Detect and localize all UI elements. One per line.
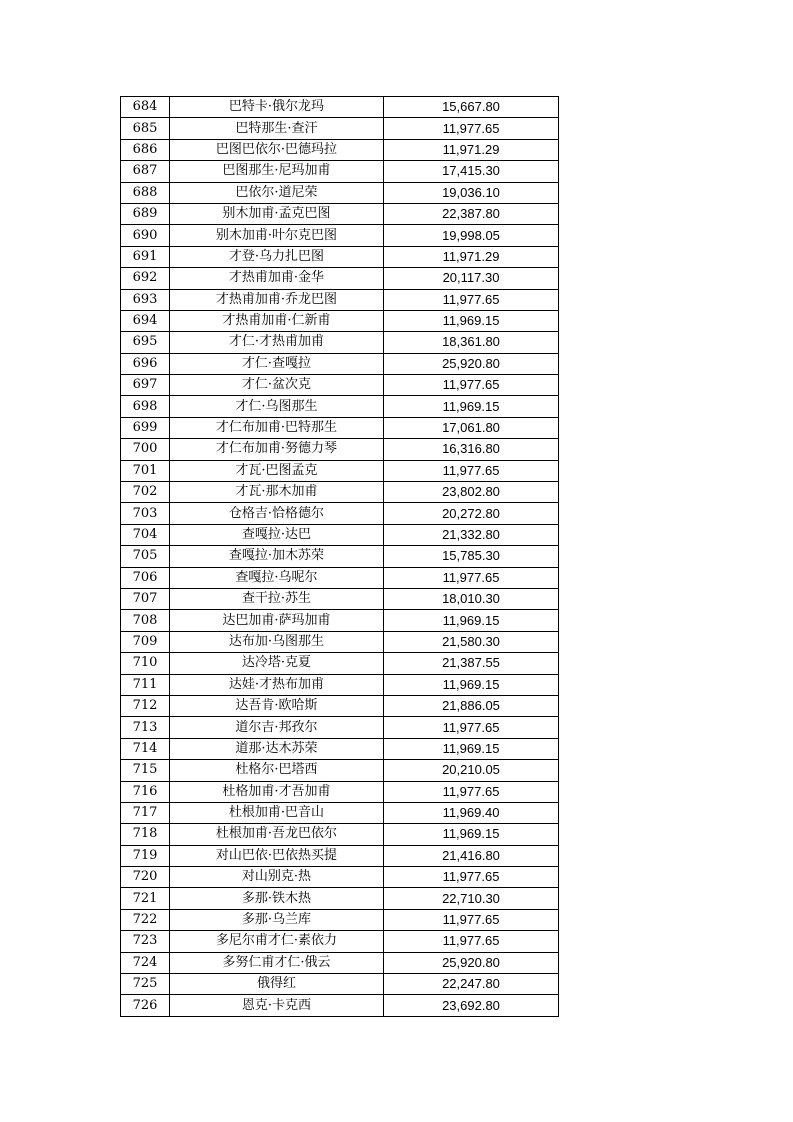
name-cell: 达吾肯·欧哈斯 (170, 695, 384, 716)
row-number-cell: 712 (121, 695, 170, 716)
amount-cell: 15,667.80 (384, 97, 559, 118)
amount-cell: 11,977.65 (384, 717, 559, 738)
row-number-cell: 690 (121, 225, 170, 246)
name-cell: 巴依尔·道尼荣 (170, 182, 384, 203)
table-row (121, 717, 559, 738)
amount-cell: 11,969.15 (384, 824, 559, 845)
amount-cell: 21,886.05 (384, 695, 559, 716)
table-row (121, 439, 559, 460)
amount-cell: 11,969.40 (384, 802, 559, 823)
row-number-cell: 717 (121, 802, 170, 823)
table-row (121, 289, 559, 310)
row-number-cell: 711 (121, 674, 170, 695)
table-row (121, 97, 559, 118)
name-cell: 达布加·乌图那生 (170, 631, 384, 652)
row-number-cell: 685 (121, 118, 170, 139)
table-row (121, 974, 559, 995)
row-number-cell: 725 (121, 974, 170, 995)
amount-cell: 20,210.05 (384, 760, 559, 781)
table-row (121, 781, 559, 802)
name-cell: 达娃·才热布加甫 (170, 674, 384, 695)
table-row (121, 760, 559, 781)
table-row (121, 631, 559, 652)
table-row (121, 695, 559, 716)
table-row (121, 332, 559, 353)
row-number-cell: 724 (121, 952, 170, 973)
name-cell: 别木加甫·孟克巴图 (170, 203, 384, 224)
amount-cell: 23,802.80 (384, 482, 559, 503)
row-number-cell: 693 (121, 289, 170, 310)
payment-table (120, 96, 559, 1017)
name-cell: 巴图那生·尼玛加甫 (170, 161, 384, 182)
row-number-cell: 710 (121, 653, 170, 674)
name-cell: 杜根加甫·巴音山 (170, 802, 384, 823)
row-number-cell: 701 (121, 460, 170, 481)
table-row (121, 268, 559, 289)
row-number-cell: 716 (121, 781, 170, 802)
name-cell: 杜格加甫·才吾加甫 (170, 781, 384, 802)
row-number-cell: 704 (121, 524, 170, 545)
row-number-cell: 702 (121, 482, 170, 503)
table-row (121, 482, 559, 503)
table-body (121, 97, 559, 1017)
amount-cell: 22,710.30 (384, 888, 559, 909)
name-cell: 才热甫加甫·仁新甫 (170, 310, 384, 331)
name-cell: 对山别克·热 (170, 867, 384, 888)
row-number-cell: 695 (121, 332, 170, 353)
amount-cell: 18,361.80 (384, 332, 559, 353)
table-row (121, 931, 559, 952)
row-number-cell: 706 (121, 567, 170, 588)
amount-cell: 11,969.15 (384, 310, 559, 331)
name-cell: 别木加甫·叶尔克巴图 (170, 225, 384, 246)
amount-cell: 11,977.65 (384, 375, 559, 396)
amount-cell: 11,977.65 (384, 909, 559, 930)
name-cell: 才仁·查嘎拉 (170, 353, 384, 374)
table-row (121, 524, 559, 545)
amount-cell: 23,692.80 (384, 995, 559, 1016)
amount-cell: 20,272.80 (384, 503, 559, 524)
name-cell: 巴图巴依尔·巴德玛拉 (170, 139, 384, 160)
amount-cell: 11,977.65 (384, 867, 559, 888)
row-number-cell: 688 (121, 182, 170, 203)
name-cell: 才登·乌力扎巴图 (170, 246, 384, 267)
table-row (121, 588, 559, 609)
name-cell: 多那·乌兰库 (170, 909, 384, 930)
row-number-cell: 721 (121, 888, 170, 909)
amount-cell: 11,969.15 (384, 738, 559, 759)
row-number-cell: 720 (121, 867, 170, 888)
name-cell: 对山巴依·巴依热买提 (170, 845, 384, 866)
row-number-cell: 689 (121, 203, 170, 224)
amount-cell: 21,387.55 (384, 653, 559, 674)
table-row (121, 888, 559, 909)
table-row (121, 310, 559, 331)
name-cell: 巴特那生·查汗 (170, 118, 384, 139)
table-row (121, 909, 559, 930)
row-number-cell: 718 (121, 824, 170, 845)
table-row (121, 738, 559, 759)
name-cell: 才仁·乌图那生 (170, 396, 384, 417)
name-cell: 仓格吉·恰格德尔 (170, 503, 384, 524)
amount-cell: 11,977.65 (384, 567, 559, 588)
amount-cell: 21,580.30 (384, 631, 559, 652)
row-number-cell: 700 (121, 439, 170, 460)
amount-cell: 11,977.65 (384, 460, 559, 481)
row-number-cell: 723 (121, 931, 170, 952)
amount-cell: 20,117.30 (384, 268, 559, 289)
name-cell: 俄得红 (170, 974, 384, 995)
amount-cell: 11,977.65 (384, 781, 559, 802)
row-number-cell: 684 (121, 97, 170, 118)
name-cell: 才瓦·巴图孟克 (170, 460, 384, 481)
name-cell: 查嘎拉·达巴 (170, 524, 384, 545)
amount-cell: 17,061.80 (384, 417, 559, 438)
amount-cell: 21,332.80 (384, 524, 559, 545)
row-number-cell: 698 (121, 396, 170, 417)
table-row (121, 139, 559, 160)
name-cell: 查嘎拉·乌呢尔 (170, 567, 384, 588)
table-row (121, 246, 559, 267)
amount-cell: 11,977.65 (384, 931, 559, 952)
name-cell: 才仁布加甫·巴特那生 (170, 417, 384, 438)
name-cell: 达冷塔·克夏 (170, 653, 384, 674)
table-row (121, 845, 559, 866)
row-number-cell: 719 (121, 845, 170, 866)
name-cell: 达巴加甫·萨玛加甫 (170, 610, 384, 631)
table-row (121, 161, 559, 182)
name-cell: 恩克·卡克西 (170, 995, 384, 1016)
name-cell: 多努仁甫才仁·俄云 (170, 952, 384, 973)
row-number-cell: 705 (121, 546, 170, 567)
amount-cell: 25,920.80 (384, 952, 559, 973)
name-cell: 才热甫加甫·乔龙巴图 (170, 289, 384, 310)
row-number-cell: 697 (121, 375, 170, 396)
name-cell: 道尔吉·邦孜尔 (170, 717, 384, 738)
table-row (121, 396, 559, 417)
row-number-cell: 726 (121, 995, 170, 1016)
name-cell: 查嘎拉·加木苏荣 (170, 546, 384, 567)
table-row (121, 802, 559, 823)
amount-cell: 16,316.80 (384, 439, 559, 460)
row-number-cell: 686 (121, 139, 170, 160)
name-cell: 才热甫加甫·金华 (170, 268, 384, 289)
amount-cell: 21,416.80 (384, 845, 559, 866)
table-row (121, 867, 559, 888)
table-row (121, 995, 559, 1016)
table-row (121, 952, 559, 973)
name-cell: 才仁·盆次克 (170, 375, 384, 396)
row-number-cell: 699 (121, 417, 170, 438)
amount-cell: 11,969.15 (384, 674, 559, 695)
amount-cell: 15,785.30 (384, 546, 559, 567)
name-cell: 道那·达木苏荣 (170, 738, 384, 759)
amount-cell: 25,920.80 (384, 353, 559, 374)
amount-cell: 11,969.15 (384, 610, 559, 631)
name-cell: 才瓦·那木加甫 (170, 482, 384, 503)
amount-cell: 19,998.05 (384, 225, 559, 246)
table-row (121, 653, 559, 674)
table-row (121, 417, 559, 438)
table-row (121, 567, 559, 588)
name-cell: 查干拉·苏生 (170, 588, 384, 609)
amount-cell: 11,977.65 (384, 118, 559, 139)
table-row (121, 546, 559, 567)
amount-cell: 18,010.30 (384, 588, 559, 609)
row-number-cell: 715 (121, 760, 170, 781)
name-cell: 才仁布加甫·努德力琴 (170, 439, 384, 460)
row-number-cell: 707 (121, 588, 170, 609)
row-number-cell: 691 (121, 246, 170, 267)
table-row (121, 225, 559, 246)
table-row (121, 824, 559, 845)
row-number-cell: 696 (121, 353, 170, 374)
name-cell: 杜根加甫·吾龙巴依尔 (170, 824, 384, 845)
name-cell: 杜格尔·巴塔西 (170, 760, 384, 781)
row-number-cell: 703 (121, 503, 170, 524)
table-row (121, 118, 559, 139)
name-cell: 才仁·才热甫加甫 (170, 332, 384, 353)
row-number-cell: 687 (121, 161, 170, 182)
table-row (121, 182, 559, 203)
amount-cell: 11,971.29 (384, 246, 559, 267)
table-row (121, 375, 559, 396)
amount-cell: 22,247.80 (384, 974, 559, 995)
amount-cell: 11,969.15 (384, 396, 559, 417)
table-row (121, 503, 559, 524)
row-number-cell: 692 (121, 268, 170, 289)
row-number-cell: 713 (121, 717, 170, 738)
name-cell: 巴特卡·俄尔龙玛 (170, 97, 384, 118)
amount-cell: 19,036.10 (384, 182, 559, 203)
table-row (121, 610, 559, 631)
name-cell: 多尼尔甫才仁·素依力 (170, 931, 384, 952)
row-number-cell: 694 (121, 310, 170, 331)
row-number-cell: 708 (121, 610, 170, 631)
amount-cell: 11,977.65 (384, 289, 559, 310)
table-row (121, 353, 559, 374)
amount-cell: 11,971.29 (384, 139, 559, 160)
amount-cell: 22,387.80 (384, 203, 559, 224)
table-row (121, 203, 559, 224)
row-number-cell: 722 (121, 909, 170, 930)
name-cell: 多那·铁木热 (170, 888, 384, 909)
amount-cell: 17,415.30 (384, 161, 559, 182)
row-number-cell: 714 (121, 738, 170, 759)
table-row (121, 460, 559, 481)
table-row (121, 674, 559, 695)
row-number-cell: 709 (121, 631, 170, 652)
